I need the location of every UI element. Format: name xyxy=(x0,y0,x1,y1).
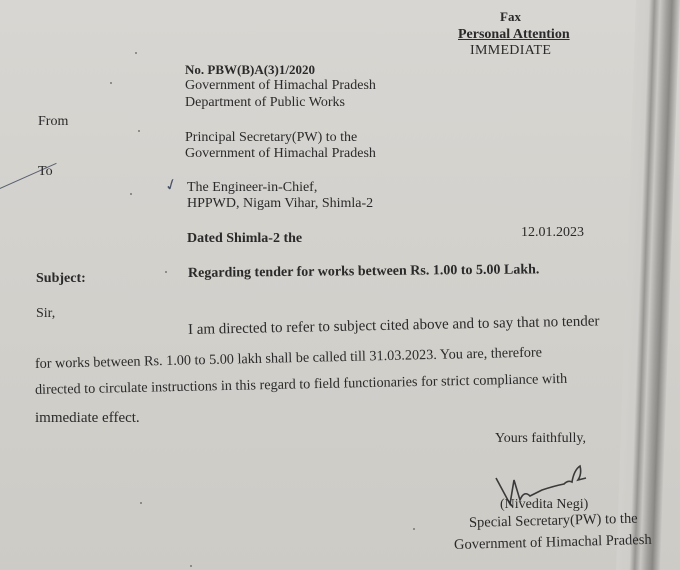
signatory-name: (Nivedita Negi) xyxy=(500,497,589,512)
letter-date: 12.01.2023 xyxy=(521,225,584,240)
from-line-2: Government of Himachal Pradesh xyxy=(185,146,376,161)
paper-speck xyxy=(165,271,167,273)
to-line-1: The Engineer-in-Chief, xyxy=(187,180,318,195)
salutation: Sir, xyxy=(36,306,56,321)
reference-number: No. PBW(B)A(3)1/2020 xyxy=(185,62,315,77)
subject-text: Regarding tender for works between Rs. 1.00 to 5.00 Lakh. xyxy=(187,262,540,281)
designation-line-2: Government of Himachal Pradesh xyxy=(453,531,652,553)
valediction: Yours faithfully, xyxy=(495,431,587,446)
paper-speck xyxy=(110,82,112,84)
paper-speck xyxy=(130,193,132,195)
paper-speck xyxy=(135,52,137,54)
government-name: Government of Himachal Pradesh xyxy=(185,78,376,93)
body-line-1: I am directed to refer to subject cited above and to say that no tender xyxy=(187,313,600,338)
paper-speck xyxy=(138,130,140,132)
from-label: From xyxy=(38,114,69,129)
paper-speck xyxy=(190,565,192,567)
body-line-3: directed to circulate instructions in this regard to field functionaries for strict compliance with xyxy=(34,370,568,398)
priority-label: IMMEDIATE xyxy=(470,43,552,58)
body-line-4: immediate effect. xyxy=(35,410,140,426)
subject-label: Subject: xyxy=(36,271,86,286)
paper-speck xyxy=(413,528,415,530)
personal-attention-label: Personal Attention xyxy=(458,27,570,42)
department-name: Department of Public Works xyxy=(185,95,345,110)
body-line-2: for works between Rs. 1.00 to 5.00 lakh shall be called till 31.03.2023. You are, therefore xyxy=(34,344,543,372)
from-line-1: Principal Secretary(PW) to the xyxy=(185,130,358,145)
dated-label: Dated Shimla-2 the xyxy=(187,231,303,246)
to-label: To xyxy=(38,164,53,179)
fax-label: Fax xyxy=(500,9,521,24)
checkmark-icon: ✓ xyxy=(162,175,181,196)
designation-line-1: Special Secretary(PW) to the xyxy=(468,510,638,531)
paper-speck xyxy=(140,502,142,504)
to-line-2: HPPWD, Nigam Vihar, Shimla-2 xyxy=(187,196,374,211)
